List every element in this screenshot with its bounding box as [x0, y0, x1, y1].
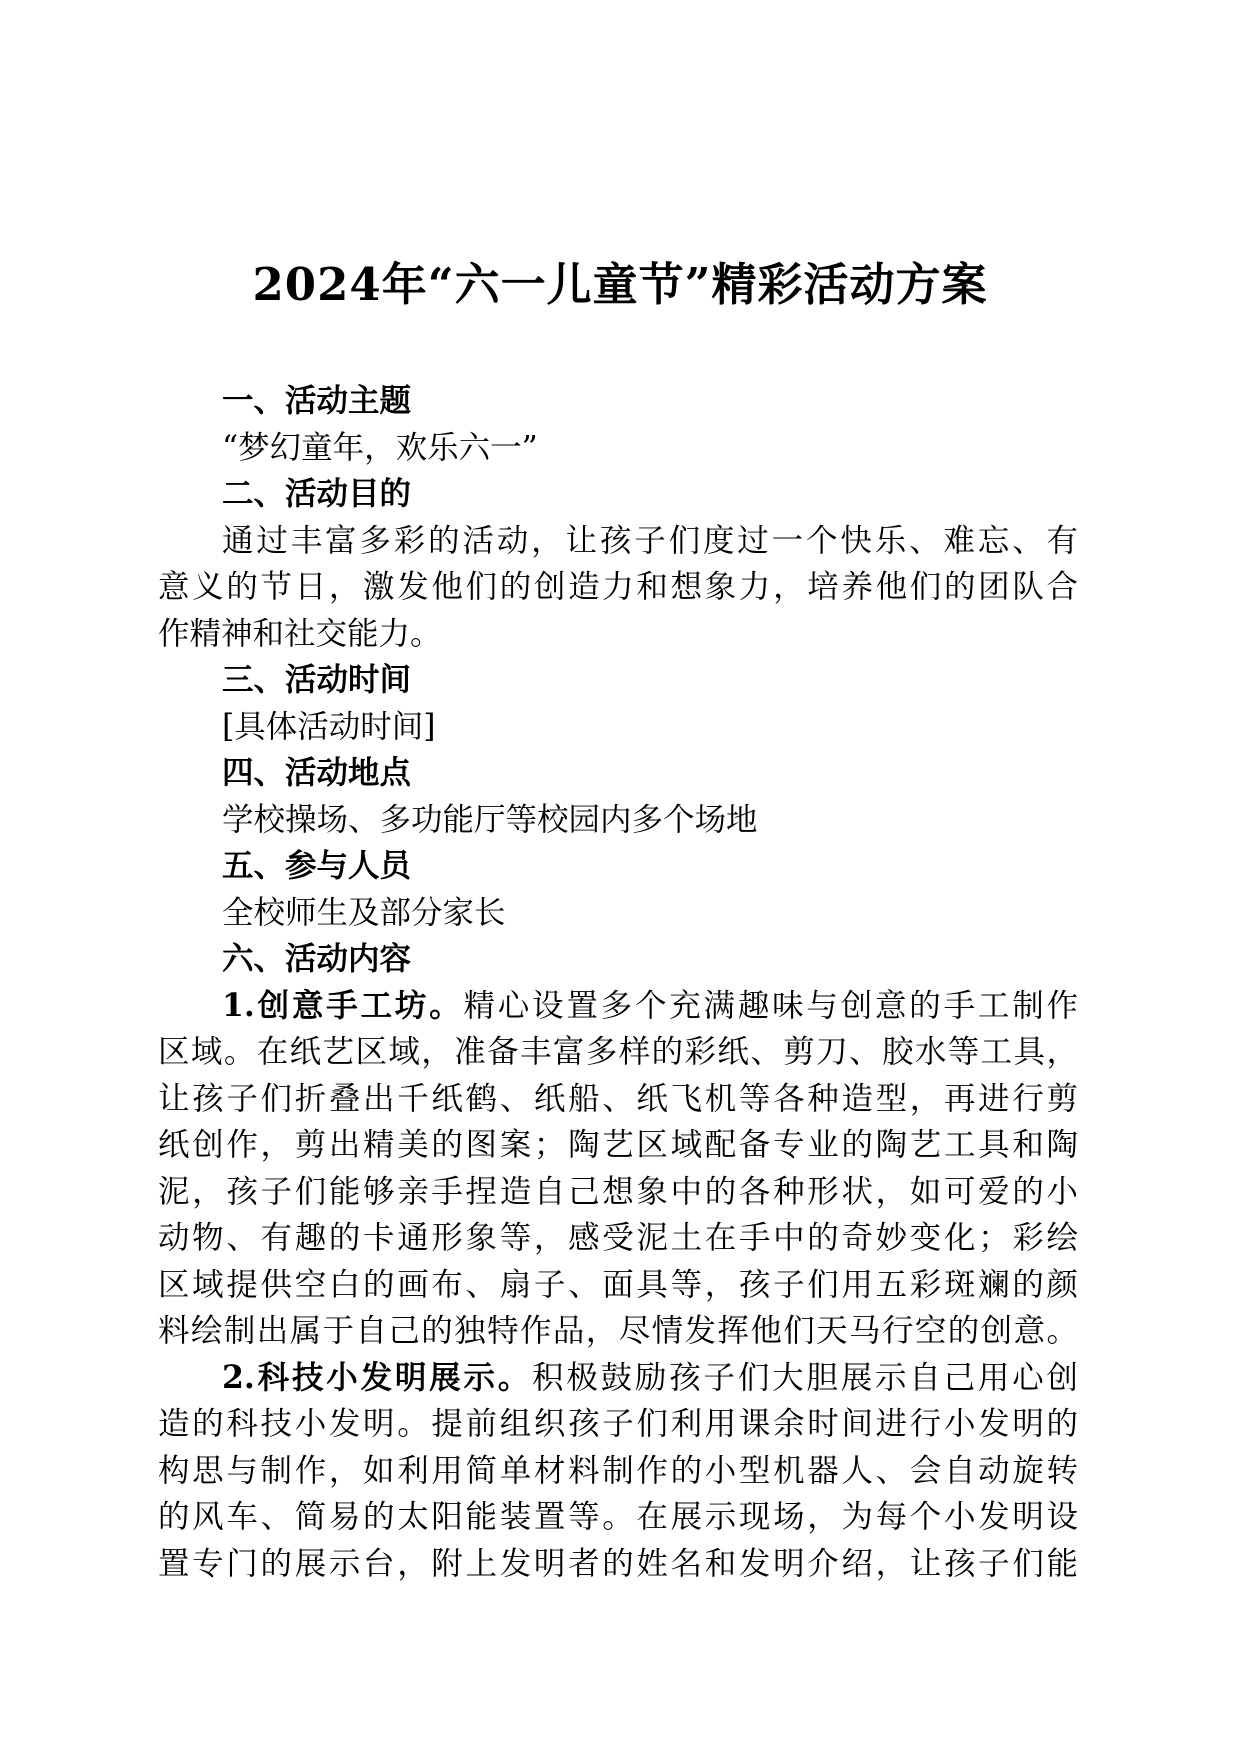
section-heading-theme: 一、活动主题: [222, 383, 412, 419]
content-item2-first-line-rest: 积极鼓励孩子们大胆展示自己用心创: [532, 1359, 1078, 1396]
content-item2-line: 造的科技小发明。提前组织孩子们利用课余时间进行小发明的: [158, 1406, 1078, 1442]
purpose-line: 通过丰富多彩的活动，让孩子们度过一个快乐、难忘、有: [222, 522, 1078, 559]
section-heading-content: 六、活动内容: [222, 941, 412, 977]
section-heading-purpose: 二、活动目的: [222, 476, 412, 512]
content-item1-line: 纸创作，剪出精美的图案；陶艺区域配备专业的陶艺工具和陶: [158, 1127, 1078, 1163]
location-text: 学校操场、多功能厅等校园内多个场地: [222, 801, 758, 838]
content-item2-lead: 2.科技小发明展示。: [222, 1358, 533, 1396]
content-item1-first-line: [158, 983, 1078, 1030]
purpose-line: 意义的节日，激发他们的创造力和想象力，培养他们的团队合: [158, 569, 1078, 605]
content-item1-lead: 1.创意手工坊。: [222, 986, 464, 1024]
content-item2-first-line: [158, 1355, 1078, 1402]
content-item2-line: 置专门的展示台，附上发明者的姓名和发明介绍，让孩子们能: [158, 1545, 1078, 1582]
participants-text: 全校师生及部分家长: [222, 894, 506, 931]
content-item2-line: 构思与制作，如利用简单材料制作的小型机器人、会自动旋转: [158, 1452, 1078, 1489]
content-item1-line: 料绘制出属于自己的独特作品，尽情发挥他们天马行空的创意。: [158, 1313, 1078, 1349]
section-heading-location: 四、活动地点: [222, 755, 412, 791]
purpose-line: 作精神和社交能力。: [158, 615, 442, 652]
section-heading-participants: 五、参与人员: [222, 848, 412, 884]
content-item1-line: 区域。在纸艺区域，准备丰富多样的彩纸、剪刀、胶水等工具，: [158, 1034, 1078, 1070]
content-item1-line: 让孩子们折叠出千纸鹤、纸船、纸飞机等各种造型，再进行剪: [158, 1080, 1078, 1117]
content-item2-line: 的风车、简易的太阳能装置等。在展示现场，为每个小发明设: [158, 1499, 1078, 1535]
content-item1-first-line-rest: 精心设置多个充满趣味与创意的手工制作: [463, 987, 1078, 1024]
document-title: 2024年“六一儿童节”精彩活动方案: [252, 258, 988, 311]
content-item1-line: 区域提供空白的画布、扇子、面具等，孩子们用五彩斑斓的颜: [158, 1266, 1078, 1303]
time-text: [具体活动时间]: [222, 708, 436, 745]
theme-text: “梦幻童年，欢乐六一”: [222, 429, 538, 466]
content-item1-line: 动物、有趣的卡通形象等，感受泥土在手中的奇妙变化；彩绘: [158, 1220, 1078, 1256]
section-heading-time: 三、活动时间: [222, 662, 412, 698]
document-body: [158, 378, 1078, 1587]
content-item1-line: 泥，孩子们能够亲手捏造自己想象中的各种形状，如可爱的小: [158, 1173, 1078, 1210]
